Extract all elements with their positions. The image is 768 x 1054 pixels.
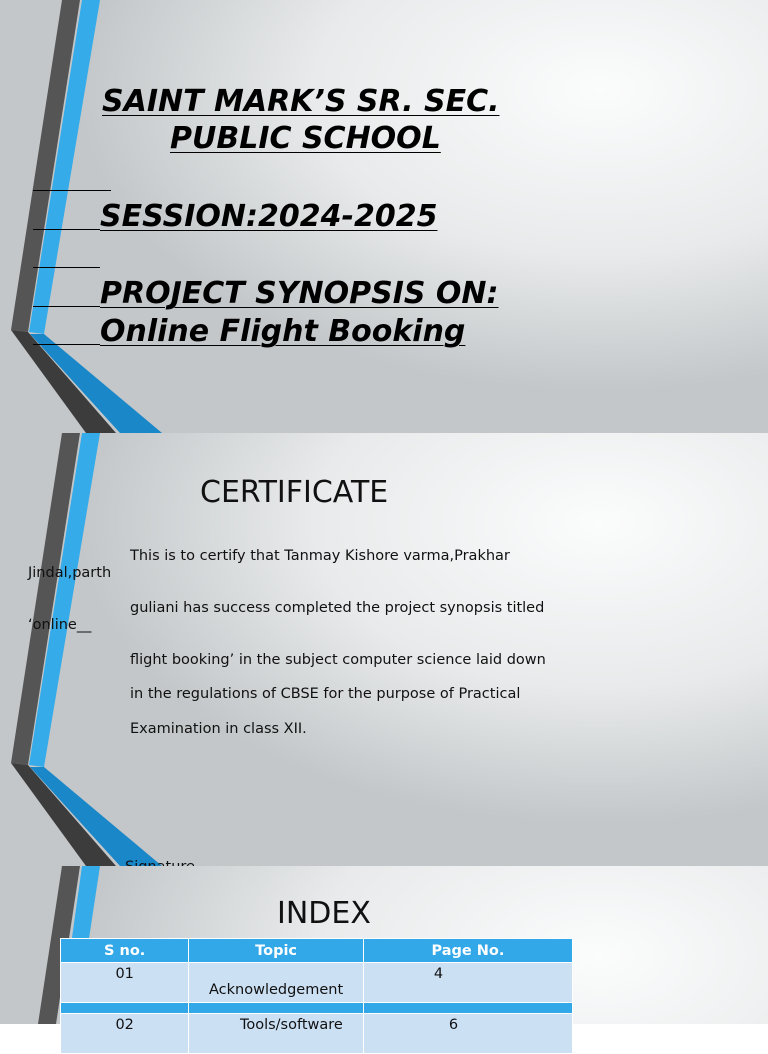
underline-stub (33, 344, 100, 345)
certificate-text-line: guliani has success completed the project synopsis titled (130, 600, 545, 616)
underline-stub (33, 190, 111, 191)
table-row (61, 1014, 573, 1054)
column-header-sno: S no. (61, 939, 189, 963)
session-text: SESSION:2024-2025 (100, 199, 438, 234)
synopsis-heading: PROJECT SYNOPSIS ON: (100, 276, 499, 311)
cell-topic: Tools/software (189, 1014, 363, 1054)
index-title: INDEX (277, 896, 371, 931)
index-slide (0, 866, 768, 1033)
column-header-topic: Topic (189, 939, 363, 963)
school-name-line1: SAINT MARK’S SR. SEC. (102, 84, 500, 119)
column-header-page: Page No. (363, 939, 572, 963)
school-name-line2: PUBLIC SCHOOL (170, 121, 441, 156)
table-header-row (61, 939, 573, 963)
certificate-text-line: Jindal,parth (28, 565, 112, 581)
title-slide (0, 0, 768, 433)
project-title: Online Flight Booking (100, 314, 466, 349)
certificate-text-line: Examination in class XII. (130, 721, 307, 737)
cell-page: 6 (363, 1014, 572, 1054)
table-row (61, 963, 573, 1003)
underline-stub (33, 229, 100, 230)
certificate-text-line: This is to certify that Tanmay Kishore varma,Prakhar (130, 548, 510, 564)
underline-stub (33, 267, 100, 268)
cell-topic: Acknowledgement (189, 963, 363, 1003)
slide-decoration (0, 433, 200, 866)
cell-sno: 01 (61, 963, 189, 1003)
index-table (60, 938, 573, 1054)
table-separator-row (61, 1003, 573, 1014)
cell-page: 4 (363, 963, 572, 1003)
underline-stub (33, 306, 100, 307)
certificate-slide (0, 433, 768, 866)
cell-sno: 02 (61, 1014, 189, 1054)
certificate-text-line: ‘online__ (28, 617, 92, 633)
certificate-text-line: flight booking’ in the subject computer science laid down (130, 652, 546, 668)
certificate-text-line: in the regulations of CBSE for the purpose of Practical (130, 686, 521, 702)
certificate-title: CERTIFICATE (200, 475, 389, 510)
